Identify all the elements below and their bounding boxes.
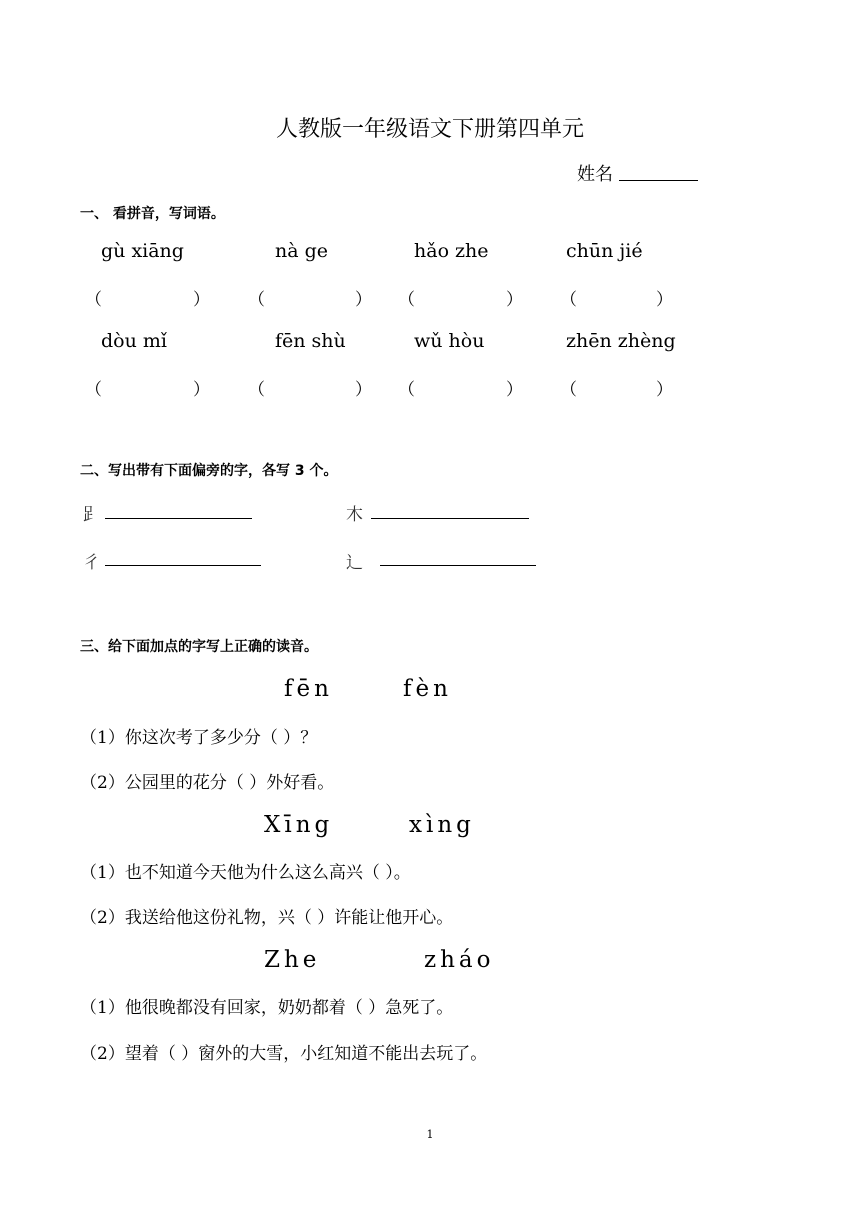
answer-blank-close: ） <box>193 290 210 310</box>
sentence-item: （2）我送给他这份礼物，兴（ ）许能让他开心。 <box>80 908 454 928</box>
radical-answer-line[interactable] <box>105 518 252 519</box>
radical-chuo: 辶 <box>346 553 363 573</box>
section2-heading: 二、写出带有下面偏旁的字，各写 3 个。 <box>80 463 338 479</box>
answer-blank-open: （ <box>85 290 102 310</box>
answer-blank-close: ） <box>656 290 673 310</box>
answer-blank-open: （ <box>248 380 265 400</box>
page-title: 人教版一年级语文下册第四单元 <box>275 117 584 142</box>
pinyin-item: nà ge <box>275 240 329 262</box>
pinyin-item: dòu mǐ <box>101 330 167 352</box>
sentence-item: （2）公园里的花分（ ）外好看。 <box>80 773 335 793</box>
section3-heading: 三、给下面加点的字写上正确的读音。 <box>80 639 318 655</box>
answer-blank-close: ） <box>193 380 210 400</box>
pinyin-item: hǎo zhe <box>414 240 489 262</box>
answer-blank-close: ） <box>355 380 372 400</box>
radical-chi: 彳 <box>83 553 100 573</box>
answer-blank-open: （ <box>398 290 415 310</box>
radical-answer-line[interactable] <box>105 565 261 566</box>
answer-blank-open: （ <box>398 380 415 400</box>
radical-zu: 𧾷 <box>83 505 100 525</box>
reading-option-2: fèn <box>403 676 452 702</box>
radical-answer-line[interactable] <box>380 565 536 566</box>
sentence-item: （1）他很晚都没有回家，奶奶都着（ ）急死了。 <box>80 998 454 1018</box>
section1-heading: 一、 看拼音，写词语。 <box>80 206 225 222</box>
sentence-item: （1）也不知道今天他为什么这么高兴（ ）。 <box>80 863 411 883</box>
sentence-item: （2）望着（ ）窗外的大雪，小红知道不能出去玩了。 <box>80 1044 488 1064</box>
pinyin-item: zhēn zhèng <box>566 330 676 352</box>
answer-blank-close: ） <box>656 380 673 400</box>
answer-blank-close: ） <box>355 290 372 310</box>
reading-option-1: Zhe <box>264 947 321 973</box>
sentence-item: （1）你这次考了多少分（ ）？ <box>80 728 318 748</box>
answer-blank-close: ） <box>506 290 523 310</box>
pinyin-item: chūn jié <box>566 240 643 262</box>
reading-option-1: fēn <box>284 676 333 702</box>
radical-mu: 木 <box>346 505 363 525</box>
answer-blank-open: （ <box>560 290 577 310</box>
answer-blank-open: （ <box>248 290 265 310</box>
reading-option-1: Xīng <box>264 812 334 838</box>
radical-answer-line[interactable] <box>371 518 529 519</box>
name-blank-line[interactable] <box>619 180 698 181</box>
reading-option-2: xìng <box>409 812 475 838</box>
answer-blank-open: （ <box>560 380 577 400</box>
name-label: 姓名 <box>577 164 613 185</box>
pinyin-item: fēn shù <box>275 330 346 352</box>
answer-blank-close: ） <box>506 380 523 400</box>
reading-option-2: zháo <box>424 947 495 973</box>
pinyin-item: gù xiāng <box>101 240 184 262</box>
page-number: 1 <box>426 1128 434 1141</box>
pinyin-item: wǔ hòu <box>414 330 485 352</box>
answer-blank-open: （ <box>85 380 102 400</box>
